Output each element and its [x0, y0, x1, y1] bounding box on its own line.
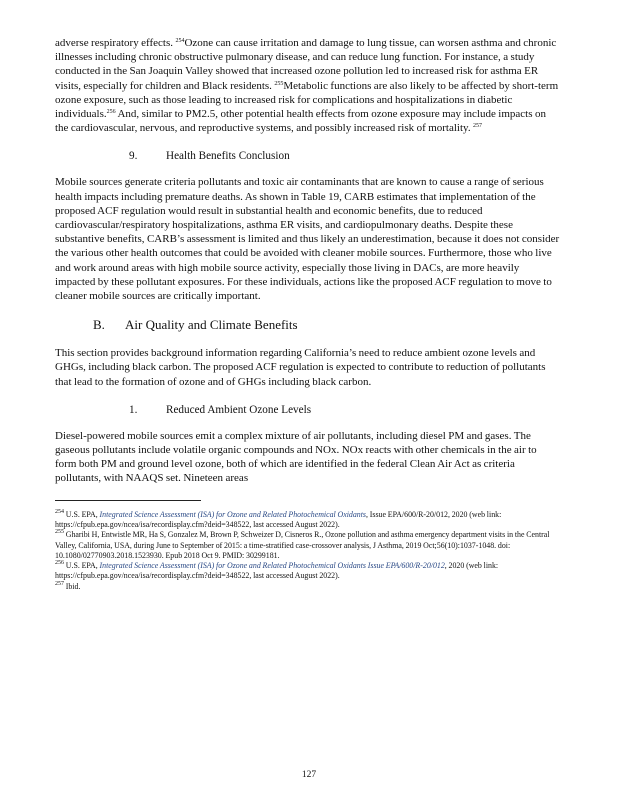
footnote-ref-257[interactable]: 257 [473, 123, 483, 130]
section-heading-1 [129, 404, 560, 416]
section-heading-9 [129, 150, 560, 162]
paragraph-ozone-effects: adverse respiratory effects. $^{254}$Ozone can cause irritation and damage to lung tissue, can worsen asthma and chronic illnesses including chronic obstructive pulmonary disease, and can reduce lung function. For instance, a study conducted in the San Joaquin Valley showed that increased ozone pollution led to increased risk for asthma ER visits, especially for children and Black residents. $^{255}$Metabolic functions are also likely to be affected by short-term ozone exposure, such as those leading to increased risk for complications and hospitalizations in diabetic individuals.$^{256}$ And, similar to PM2.5, other potential health effects from ozone exposure may include impacts on the cardiovascular, nervous, and reproductive systems, and possibly increased risk of mortality. $^{257}$ [55, 37, 559, 135]
footnote-ref-254[interactable]: 254 [175, 38, 185, 44]
section-heading-B [93, 317, 560, 333]
footnote-255: $^{255}$ Gharibi H, Entwistle MR, Ha S, Gonzalez M, Brown P, Schweizer D, Cisneros R., Ozone pollution and asthma emergency department visits in the Central Valley, California, USA, during June to September of 2015: a time-stratified case-crossover analysis, J Asthma, 2019 Oct;56(10):1037-1048. doi: 10.1080/02770903.2018.1523930. Epub 2018 Oct 9. PMID: 30299181. [55, 529, 550, 560]
section-title: Reduced Ambient Ozone Levels [166, 403, 312, 416]
footnote-257: $^{257}$ Ibid. [55, 580, 81, 591]
section-number: 1. [129, 403, 138, 416]
footnote-254: $^{254}$ U.S. EPA, Integrated Science Assessment (ISA) for Ozone and Related Photochemical Oxidants, Issue EPA/600/R-20/012, 2020 (web link: https://cfpub.epa.gov/ncea/isa/recordisplay.cfm?deid=348522, last accessed August 2022). [55, 508, 502, 529]
section-letter: B. [93, 317, 105, 333]
section-title: Health Benefits Conclusion [166, 150, 290, 163]
footnote-divider [55, 500, 201, 501]
footnote-256: $^{256}$ U.S. EPA, Integrated Science Assessment (ISA) for Ozone and Related Photochemical Oxidants Issue EPA/600/R-20/012, 2020 (web link: https://cfpub.epa.gov/ncea/isa/recordisplay.cfm?deid=348522, last accessed August 2022). [55, 560, 499, 581]
footnote-ref-255[interactable]: 255 [274, 80, 284, 87]
section-number: 9. [129, 150, 138, 163]
footnote-ref-256[interactable]: 256 [106, 109, 116, 116]
paragraph-diesel-pollutants: Diesel-powered mobile sources emit a complex mixture of air pollutants, including diesel PM and gases. The gaseous pollutants include volatile organic compounds and NOx. NOx reacts with other chemicals in the air to form both PM and ground level ozone, both of which are identified in the federal Clean Air Act as criteria pollutants, with NAAQS set. Nineteen areas [55, 429, 537, 485]
page-number: 127 [301, 770, 317, 780]
paragraph-air-quality-intro: This section provides background information regarding California’s need to reduce ambient ozone levels and GHGs, including black carbon. The proposed ACF regulation is expected to contribute to reduction of pollutants that lead to the formation of ozone and of GHGs including black carbon. [55, 347, 546, 388]
section-title: Air Quality and Climate Benefits [125, 317, 298, 333]
paragraph-health-conclusion: Mobile sources generate criteria pollutants and toxic air contaminants that are known to cause a range of serious health impacts including premature deaths. As shown in Table 19, CARB estimates that implementation of the proposed ACF regulation would result in substantial health and economic benefits, due to reduced cardiovascular/respiratory hospitalizations, asthma ER visits, and cardiopulmonary deaths. Despite these substantive benefits, CARB’s assessment is limited and thus likely an underestimation, because it does not consider the various other health outcomes that could be avoided with cleaner mobile sources. Furthermore, those who live and work around areas with high mobile source activity, especially those living in DACs, are more heavily impacted by these pollutant exposures. For these individuals, actions like the proposed ACF regulation to move to cleaner mobile sources are critically important. [55, 176, 560, 303]
